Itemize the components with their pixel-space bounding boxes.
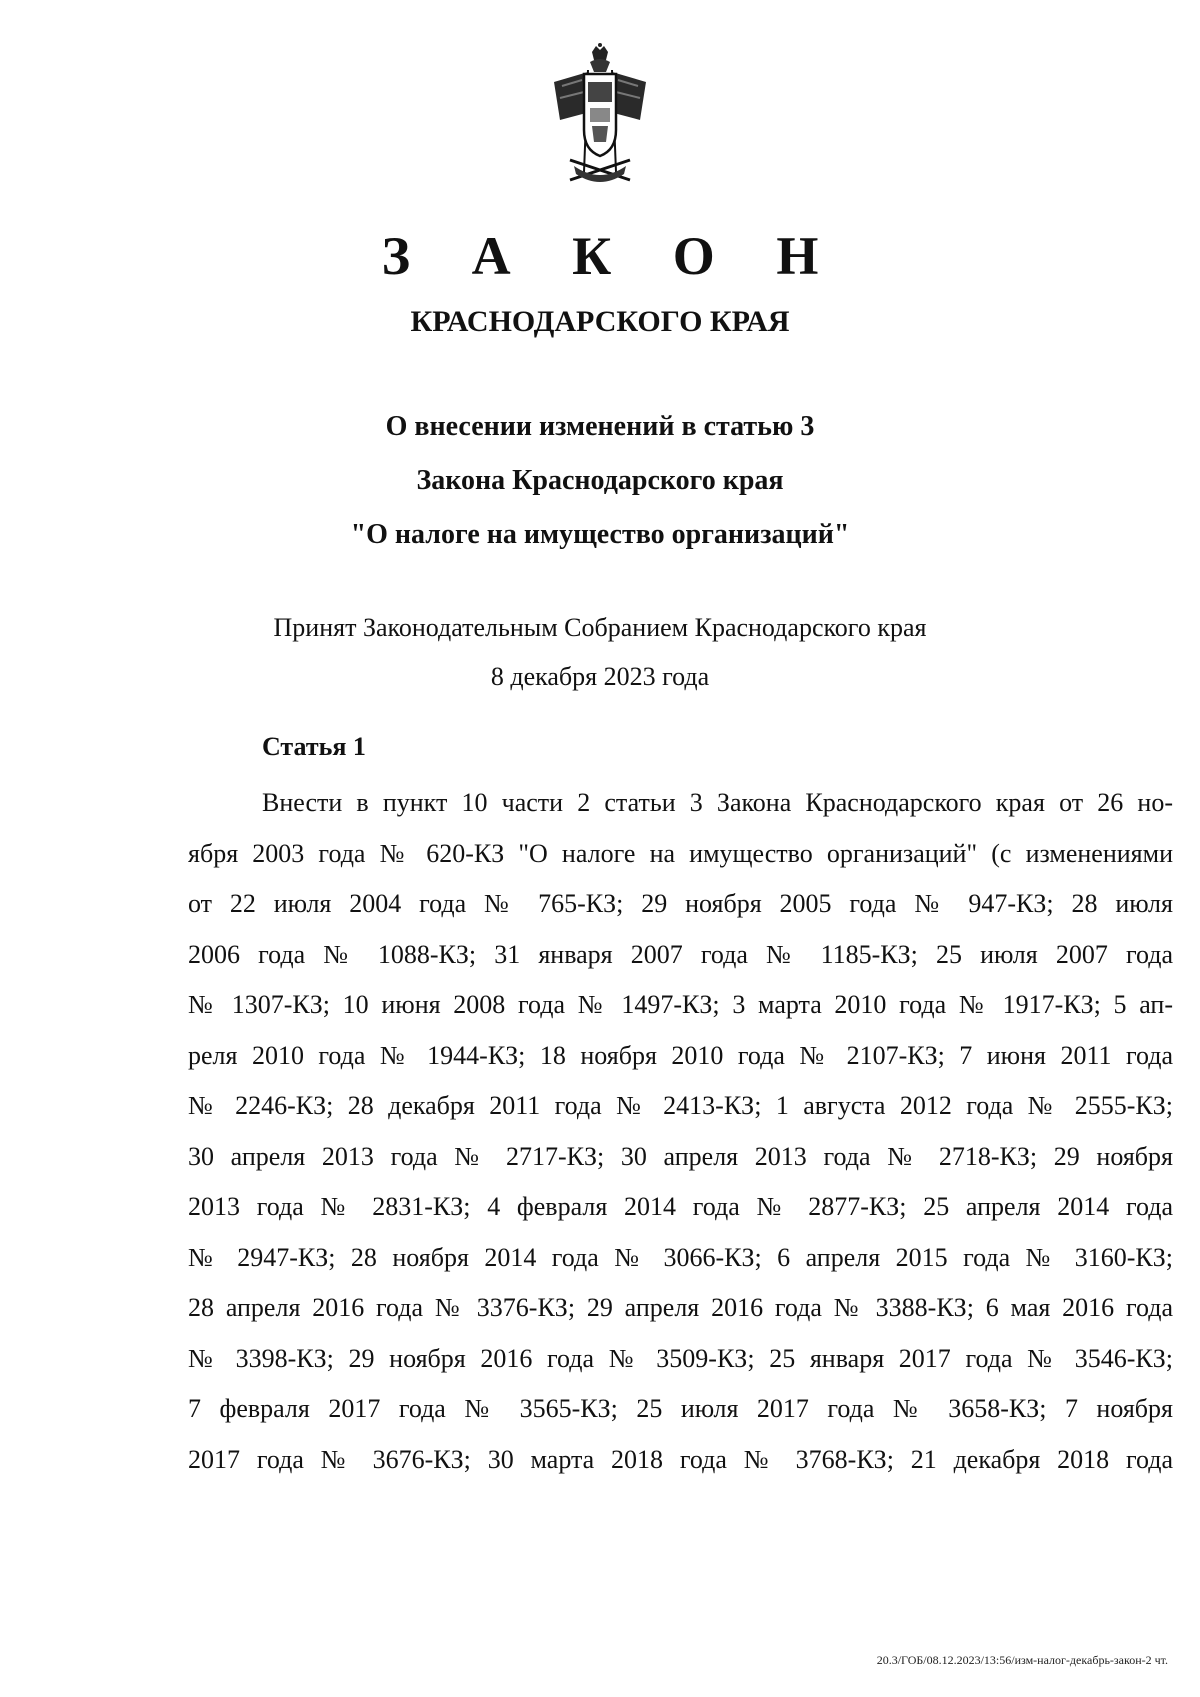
body-line: 2013 года № 2831-КЗ; 4 февраля 2014 года № 2877-КЗ; 25 апреля 2014 года	[188, 1192, 1173, 1221]
body-line: 30 апреля 2013 года № 2717-КЗ; 30 апреля 2013 года № 2718-КЗ; 29 ноября	[188, 1141, 1173, 1171]
adoption-line: Принят Законодательным Собранием Краснодарского края	[273, 613, 927, 642]
body-line: 28 апреля 2016 года № 3376-КЗ; 29 апреля 2016 года № 3388-КЗ; 6 мая 2016 года	[188, 1293, 1173, 1322]
body-line: реля 2010 года № 1944-КЗ; 18 ноября 2010 года № 2107-КЗ; 7 июня 2011 года	[188, 1040, 1173, 1070]
body-line: 2017 года № 3676-КЗ; 30 марта 2018 года № 3768-КЗ; 21 декабря 2018 года	[188, 1444, 1173, 1474]
body-line: № 1307-КЗ; 10 июня 2008 года № 1497-КЗ; 3 марта 2010 года № 1917-КЗ; 5 ап-	[188, 990, 1173, 1019]
body-line: от 22 июля 2004 года № 765-КЗ; 29 ноября 2005 года № 947-КЗ; 28 июля	[188, 889, 1173, 918]
subject-line: "О налоге на имущество организаций"	[350, 519, 850, 550]
article-body	[188, 778, 1173, 1485]
adoption-date: 8 декабря 2023 года	[490, 662, 710, 691]
body-line: Внести в пункт 10 части 2 статьи 3 Закона Краснодарского края от 26 но-	[262, 788, 1173, 817]
law-subject	[132, 400, 1068, 562]
body-line: № 2947-КЗ; 28 ноября 2014 года № 3066-КЗ; 6 апреля 2015 года № 3160-КЗ;	[188, 1242, 1173, 1272]
krasnodar-coat-of-arms-emblem	[540, 42, 660, 192]
body-line: 7 февраля 2017 года № 3565-КЗ; 25 июля 2017 года № 3658-КЗ; 7 ноября	[188, 1394, 1173, 1423]
body-line: № 3398-КЗ; 29 ноября 2016 года № 3509-КЗ; 25 января 2017 года № 3546-КЗ;	[188, 1343, 1173, 1373]
body-line: № 2246-КЗ; 28 декабря 2011 года № 2413-КЗ; 1 августа 2012 года № 2555-КЗ;	[188, 1091, 1173, 1120]
article-heading: Статья 1	[262, 732, 366, 761]
subject-line: О внесении изменений в статью 3	[385, 411, 815, 442]
body-line: ября 2003 года № 620-КЗ "О налоге на имущество организаций" (с изменениями	[188, 838, 1173, 868]
body-line: 2006 года № 1088-КЗ; 31 января 2007 года № 1185-КЗ; 25 июля 2007 года	[188, 939, 1173, 969]
document-subtitle: КРАСНОДАРСКОГО КРАЯ	[410, 305, 790, 338]
footer-stamp: 20.3/ГОБ/08.12.2023/13:56/изм-налог-декабрь-закон-2 чт.	[876, 1653, 1168, 1667]
document-title: З А К О Н	[381, 226, 843, 286]
subject-line: Закона Краснодарского края	[416, 465, 784, 496]
adoption-note	[132, 603, 1068, 701]
